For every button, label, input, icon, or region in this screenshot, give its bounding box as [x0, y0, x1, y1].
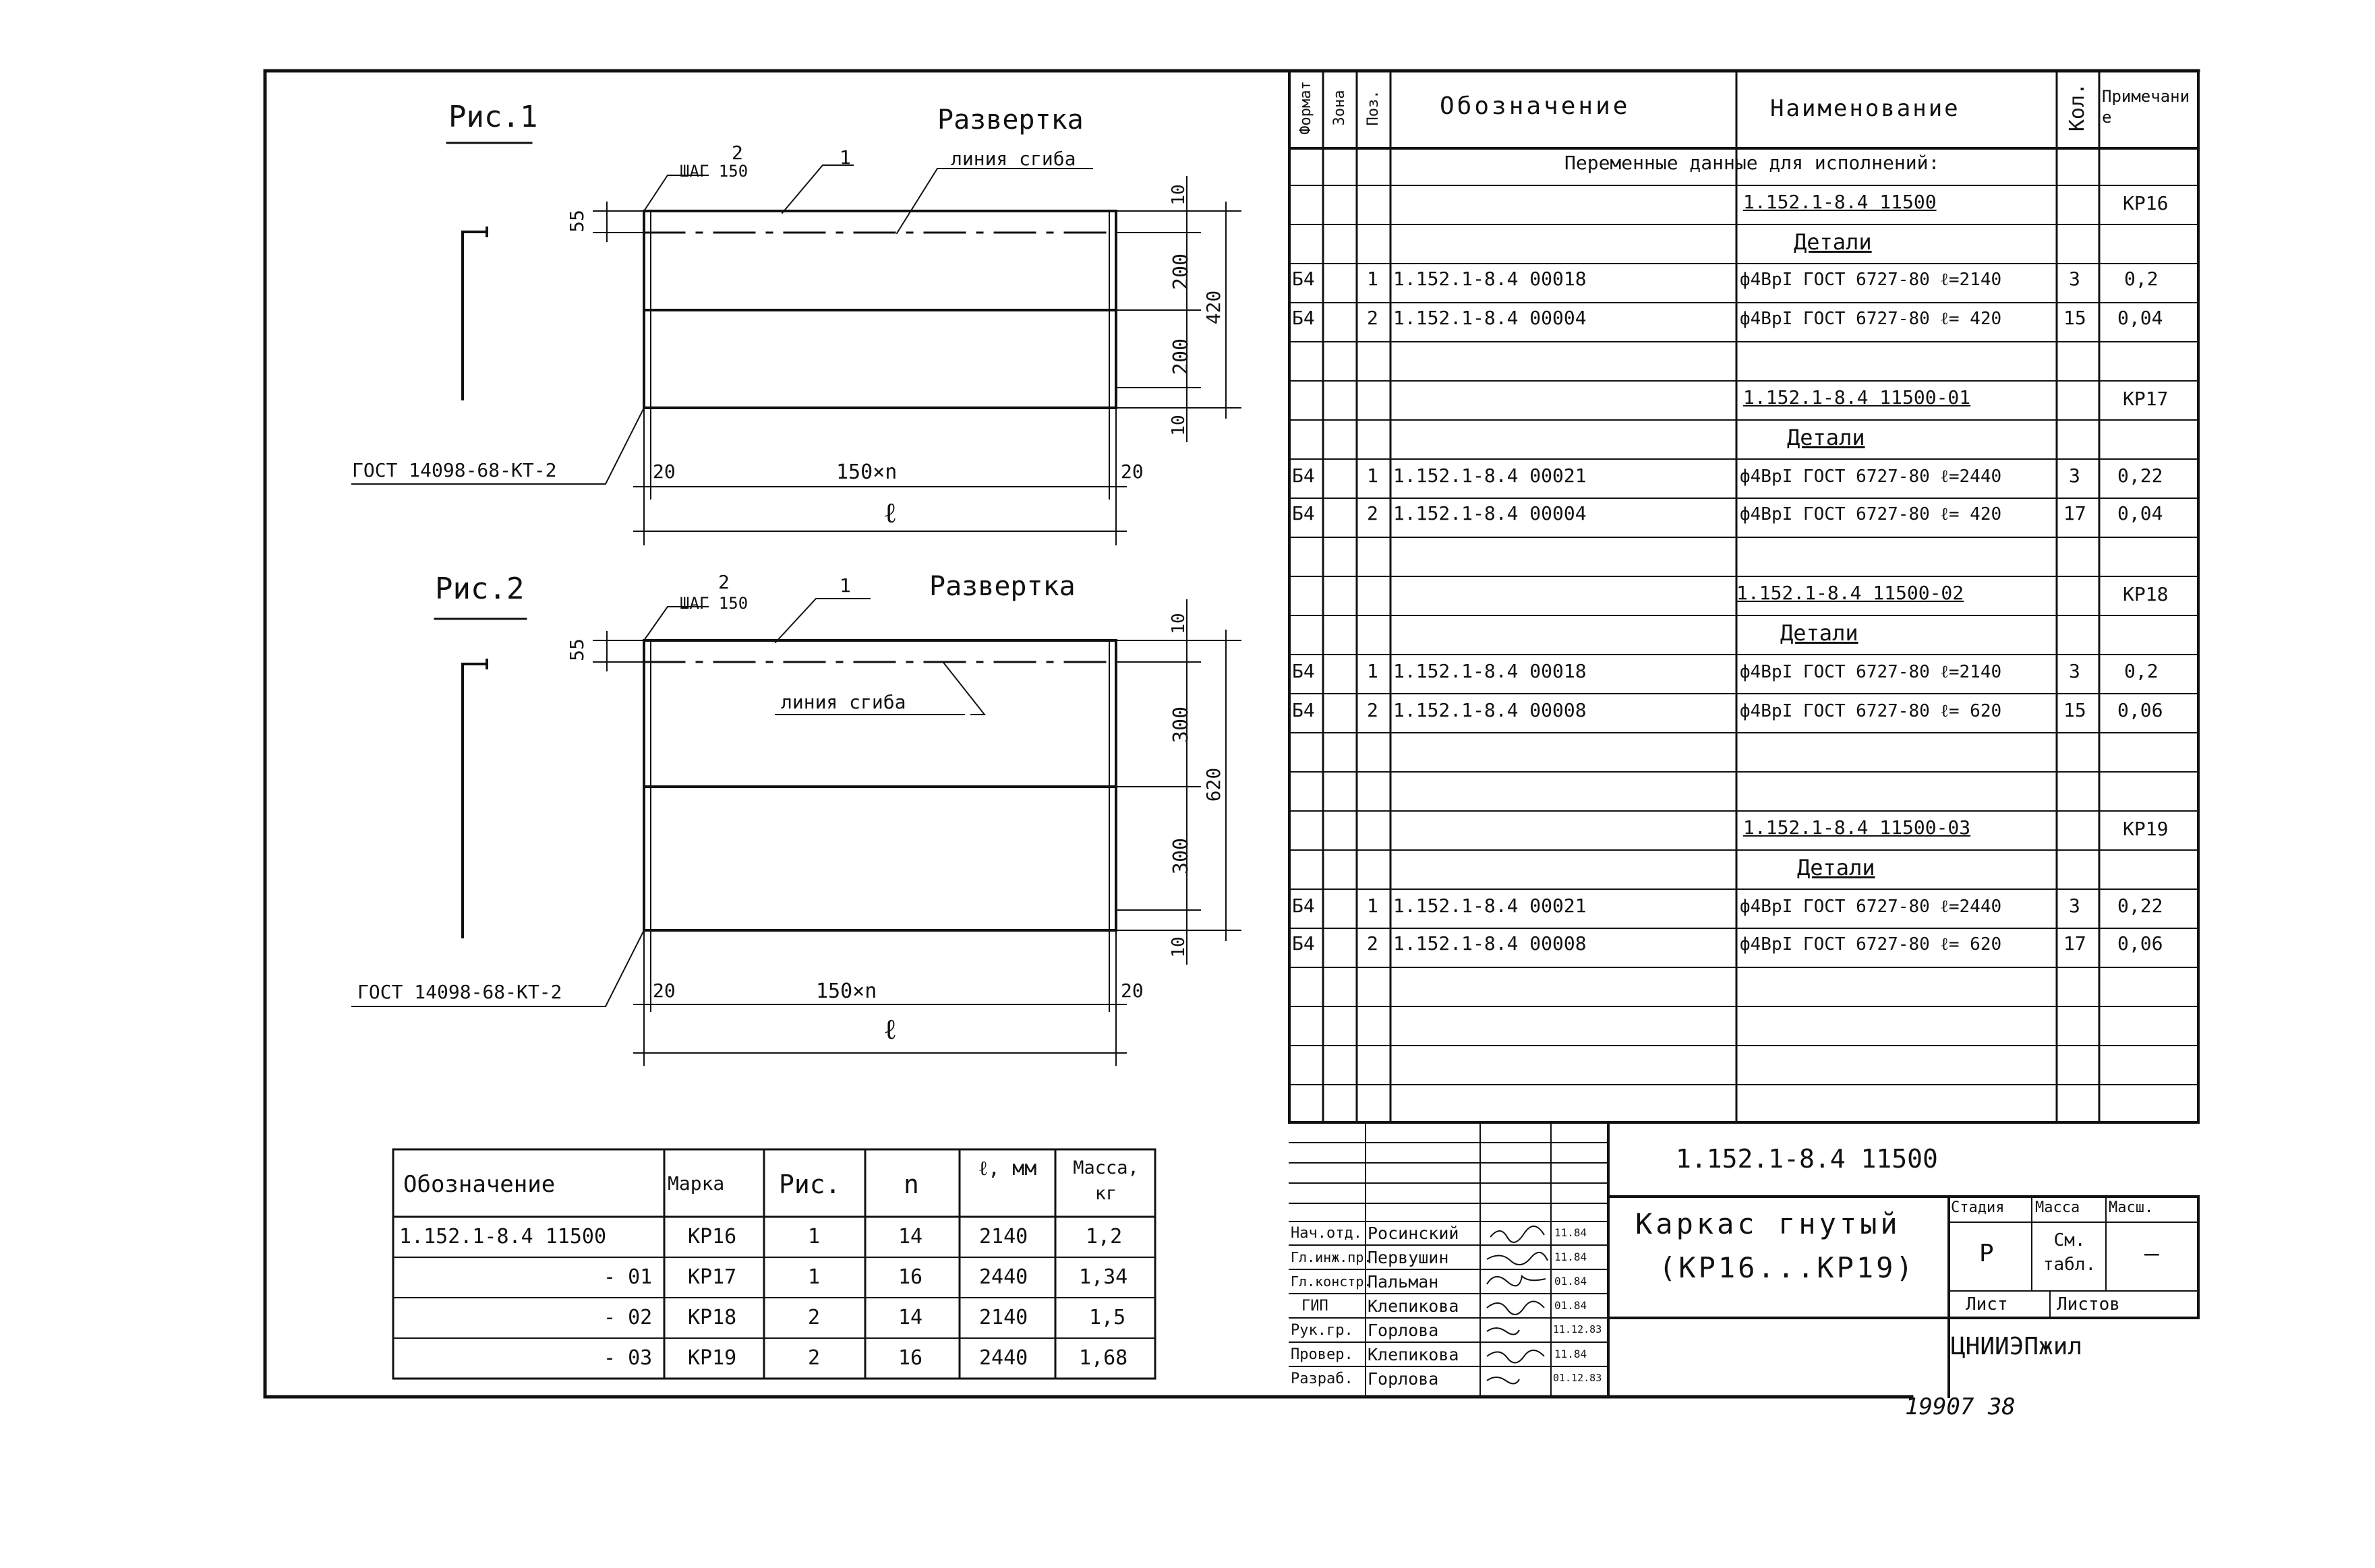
spec-cell-oboz: 1.152.1-8.4 00008	[1393, 699, 1587, 721]
spec-cell-format: Б4	[1292, 699, 1315, 721]
spec-cell-kol: 3	[2069, 660, 2080, 682]
spec-cell-format: Б4	[1292, 502, 1315, 524]
spec-group-oboz: 1.152.1-8.4 11500-02	[1736, 582, 1964, 604]
spec-cell-format: Б4	[1292, 932, 1315, 955]
fig2-dim-20-left: 20	[653, 979, 676, 1002]
spec-group-mark: КР17	[2123, 388, 2169, 410]
spec-group-oboz: 1.152.1-8.4 11500	[1743, 191, 1937, 213]
marks-cell-oboz: - 03	[604, 1346, 653, 1370]
spec-cell-naim: ф4ВрI ГОСТ 6727-80 ℓ=2440	[1740, 466, 2002, 487]
fig1-dim-l: ℓ	[883, 496, 898, 529]
stamp-date: 11.84	[1554, 1250, 1587, 1263]
spec-cell-naim: ф4ВрI ГОСТ 6727-80 ℓ=2440	[1740, 897, 2002, 917]
marks-cell-l: 2440	[979, 1346, 1028, 1370]
spec-cell-naim: ф4ВрI ГОСТ 6727-80 ℓ=2140	[1740, 662, 2002, 682]
spec-cell-format: Б4	[1292, 660, 1315, 682]
spec-header-oboz: Обозначение	[1440, 92, 1631, 120]
spec-group-oboz: 1.152.1-8.4 11500-03	[1743, 816, 1971, 839]
marks-cell-ris: 1	[808, 1225, 821, 1248]
stamp-date: 11.12.83	[1553, 1323, 1602, 1335]
fig1-dim-55: 55	[566, 210, 588, 233]
marks-cell-n: 16	[898, 1265, 923, 1289]
stamp-masshtab-value: –	[2144, 1240, 2159, 1267]
stamp-date: 01.12.83	[1553, 1372, 1602, 1384]
fig2-bend-line: линия сгиба	[781, 691, 906, 713]
stamp-stadia-value: Р	[1979, 1240, 1994, 1267]
stamp-role: Рук.гр.	[1291, 1322, 1353, 1339]
fig1-dim-200-b: 200	[1169, 338, 1193, 375]
spec-header-prim: Примечание	[2102, 87, 2190, 127]
stamp-name: Первушин	[1368, 1248, 1449, 1267]
stamp-org: ЦНИИЭПжил	[1951, 1333, 2083, 1360]
stamp-name: Клепикова	[1368, 1296, 1459, 1316]
spec-cell-format: Б4	[1292, 307, 1315, 329]
spec-cell-poz: 1	[1367, 895, 1378, 917]
stamp-role: Разраб.	[1291, 1370, 1353, 1387]
marks-cell-massa: 1,68	[1079, 1346, 1128, 1370]
marks-header-marka: Марка	[668, 1172, 725, 1195]
spec-cell-oboz: 1.152.1-8.4 00018	[1393, 660, 1587, 682]
stamp-role: ГИП	[1301, 1298, 1328, 1315]
fig1-bend-line: линия сгиба	[951, 148, 1076, 170]
marks-cell-ris: 2	[808, 1306, 821, 1329]
fig2-dim-300-b: 300	[1169, 837, 1193, 875]
spec-group-details: Детали	[1794, 229, 1872, 255]
spec-cell-prim: 0,2	[2124, 268, 2159, 290]
fig2-title: Рис.2	[435, 572, 525, 606]
stamp-list-label: Лист	[1966, 1294, 2008, 1315]
spec-header-format: Формат	[1297, 81, 1314, 135]
spec-group-details: Детали	[1780, 620, 1858, 646]
spec-cell-poz: 2	[1367, 502, 1378, 524]
spec-group-mark: КР16	[2123, 192, 2169, 214]
spec-cell-kol: 17	[2063, 932, 2086, 955]
marks-header-l: ℓ, мм	[978, 1157, 1037, 1180]
marks-header-ris: Рис.	[779, 1170, 841, 1199]
stamp-name: Горлова	[1368, 1321, 1439, 1340]
stamp-massa-label: Масса	[2035, 1199, 2080, 1216]
spec-cell-prim: 0,22	[2117, 464, 2163, 487]
spec-cell-format: Б4	[1292, 268, 1315, 290]
fig2-gost: ГОСТ 14098-68-КТ-2	[357, 981, 562, 1003]
stamp-name: Клепикова	[1368, 1345, 1459, 1364]
spec-cell-oboz: 1.152.1-8.4 00004	[1393, 502, 1587, 524]
spec-cell-kol: 3	[2069, 464, 2080, 487]
marks-cell-l: 2140	[979, 1306, 1028, 1329]
fig1-dim-pitch: 150×n	[836, 460, 898, 484]
spec-cell-prim: 0,04	[2117, 307, 2163, 329]
fig2-dim-total: 620	[1202, 767, 1225, 802]
spec-cell-prim: 0,06	[2117, 699, 2163, 721]
fig2-step: ШАГ 150	[680, 594, 749, 613]
stamp-date: 11.84	[1554, 1348, 1587, 1360]
footer-number: 19907 38	[1905, 1393, 2016, 1420]
fig1-gost: ГОСТ 14098-68-КТ-2	[352, 459, 557, 481]
marks-header-n: n	[904, 1170, 919, 1199]
spec-cell-kol: 17	[2063, 502, 2086, 524]
spec-cell-oboz: 1.152.1-8.4 00008	[1393, 932, 1587, 955]
marks-cell-ris: 1	[808, 1265, 821, 1289]
spec-cell-prim: 0,06	[2117, 932, 2163, 955]
fig1-dim-10-top: 10	[1169, 184, 1189, 206]
spec-cell-kol: 3	[2069, 268, 2080, 290]
marks-cell-oboz: - 01	[604, 1265, 653, 1289]
spec-group-details: Детали	[1797, 855, 1875, 880]
spec-cell-naim: ф4ВрI ГОСТ 6727-80 ℓ= 620	[1740, 701, 2002, 721]
spec-cell-prim: 0,2	[2124, 660, 2159, 682]
stamp-role: Провер.	[1291, 1346, 1353, 1363]
spec-cell-kol: 3	[2069, 895, 2080, 917]
fig1-title: Рис.1	[448, 100, 538, 134]
spec-cell-poz: 2	[1367, 699, 1378, 721]
spec-cell-oboz: 1.152.1-8.4 00021	[1393, 895, 1587, 917]
spec-cell-oboz: 1.152.1-8.4 00021	[1393, 464, 1587, 487]
stamp-name: Горлова	[1368, 1369, 1439, 1389]
fig1-dim-20-left: 20	[653, 460, 676, 483]
marks-header-oboz: Обозначение	[403, 1171, 556, 1198]
spec-cell-poz: 2	[1367, 307, 1378, 329]
fig2-dim-10-bot: 10	[1169, 936, 1189, 958]
spec-cell-poz: 1	[1367, 464, 1378, 487]
spec-cell-oboz: 1.152.1-8.4 00018	[1393, 268, 1587, 290]
stamp-doc-code: 1.152.1-8.4 11500	[1676, 1144, 1938, 1174]
stamp-title-line2: (КР16...КР19)	[1659, 1251, 1916, 1284]
spec-cell-kol: 15	[2063, 699, 2086, 721]
fig2-dim-pitch: 150×n	[816, 979, 877, 1003]
stamp-masshtab-label: Масш.	[2109, 1199, 2154, 1216]
spec-cell-format: Б4	[1292, 895, 1315, 917]
marks-cell-oboz: 1.152.1-8.4 11500	[399, 1225, 607, 1248]
marks-cell-n: 14	[898, 1225, 923, 1248]
spec-cell-naim: ф4ВрI ГОСТ 6727-80 ℓ= 420	[1740, 504, 2002, 524]
fig1-dim-200-a: 200	[1169, 253, 1193, 291]
spec-group-mark: КР18	[2123, 583, 2169, 605]
marks-cell-oboz: - 02	[604, 1306, 653, 1329]
stamp-role: Нач.отд.	[1291, 1225, 1362, 1242]
stamp-date: 01.84	[1554, 1275, 1587, 1288]
fig2-razvertka: Развертка	[929, 571, 1076, 602]
fig1-dim-20-right: 20	[1121, 460, 1144, 483]
stamp-massa-value: См. табл.	[2043, 1230, 2097, 1275]
spec-header-zona: Зона	[1331, 90, 1348, 126]
stamp-listov-label: Листов	[2057, 1294, 2120, 1315]
spec-header-kol: Кол.	[2065, 82, 2089, 132]
spec-cell-poz: 2	[1367, 932, 1378, 955]
spec-cell-prim: 0,04	[2117, 502, 2163, 524]
spec-cell-oboz: 1.152.1-8.4 00004	[1393, 307, 1587, 329]
spec-header-poz: Поз.	[1365, 90, 1382, 126]
fig2-dim-300-a: 300	[1169, 706, 1193, 744]
marks-cell-marka: КР19	[688, 1346, 737, 1370]
marks-cell-n: 14	[898, 1306, 923, 1329]
spec-cell-format: Б4	[1292, 464, 1315, 487]
fig2-pos1: 1	[840, 574, 851, 597]
fig2-dim-l: ℓ	[883, 1013, 898, 1046]
fig1-dim-total: 420	[1202, 290, 1225, 325]
stamp-role: Гл.констр.	[1291, 1273, 1372, 1290]
fig2-dim-55: 55	[566, 638, 588, 661]
spec-cell-poz: 1	[1367, 268, 1378, 290]
stamp-stadia-label: Стадия	[1951, 1199, 2005, 1216]
marks-cell-massa: 1,5	[1089, 1306, 1126, 1329]
spec-cell-naim: ф4ВрI ГОСТ 6727-80 ℓ= 420	[1740, 309, 2002, 329]
marks-header-massa: Масса, кг	[1073, 1157, 1139, 1204]
marks-cell-massa: 1,2	[1086, 1225, 1123, 1248]
stamp-date: 11.84	[1554, 1226, 1587, 1239]
stamp-role: Гл.инж.пр.	[1291, 1249, 1372, 1265]
spec-cell-naim: ф4ВрI ГОСТ 6727-80 ℓ= 620	[1740, 934, 2002, 955]
spec-group-oboz: 1.152.1-8.4 11500-01	[1743, 386, 1971, 409]
spec-header-naim: Наименование	[1770, 95, 1960, 122]
fig2-dim-10-top: 10	[1169, 613, 1189, 634]
fig1-step: ШАГ 150	[680, 162, 749, 181]
marks-cell-marka: КР18	[688, 1306, 737, 1329]
marks-cell-marka: КР17	[688, 1265, 737, 1289]
spec-group-mark: КР19	[2123, 818, 2169, 840]
spec-cell-naim: ф4ВрI ГОСТ 6727-80 ℓ=2140	[1740, 270, 2002, 290]
stamp-title-line1: Каркас гнутый	[1635, 1207, 1901, 1240]
stamp-name: Росинский	[1368, 1224, 1459, 1243]
marks-cell-n: 16	[898, 1346, 923, 1370]
spec-variable-data: Переменные данные для исполнений:	[1564, 152, 1940, 174]
marks-cell-l: 2440	[979, 1265, 1028, 1289]
spec-group-details: Детали	[1787, 425, 1865, 450]
fig2-pos2: 2	[718, 571, 730, 593]
marks-cell-marka: КР16	[688, 1225, 737, 1248]
stamp-date: 01.84	[1554, 1299, 1587, 1312]
fig1-pos1: 1	[840, 146, 851, 169]
marks-cell-ris: 2	[808, 1346, 821, 1370]
fig1-pos2: 2	[732, 142, 743, 164]
fig1-dim-10-bot: 10	[1169, 415, 1189, 436]
fig1-razvertka: Развертка	[937, 104, 1084, 135]
stamp-name: Пальман	[1368, 1272, 1439, 1292]
spec-cell-kol: 15	[2063, 307, 2086, 329]
marks-cell-massa: 1,34	[1079, 1265, 1128, 1289]
marks-cell-l: 2140	[979, 1225, 1028, 1248]
fig2-dim-20-right: 20	[1121, 979, 1144, 1002]
spec-cell-prim: 0,22	[2117, 895, 2163, 917]
spec-cell-poz: 1	[1367, 660, 1378, 682]
